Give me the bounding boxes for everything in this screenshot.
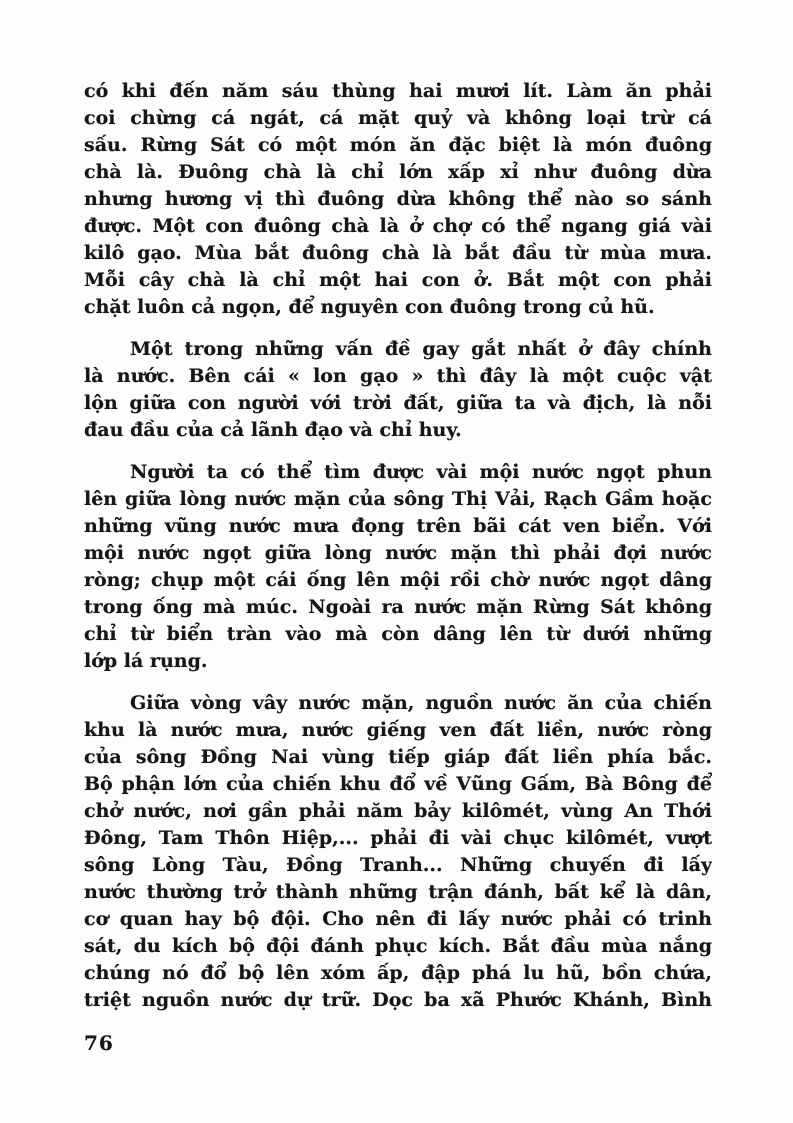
text-line: Bộ phận lớn của chiến khu đổ về Vũng Gấm, Bà Bông để xyxy=(84,773,712,795)
paragraph-1 xyxy=(84,78,712,321)
text-line: lên giữa lòng nước mặn của sông Thị Vải, Rạch Gầm hoặc xyxy=(84,488,712,510)
text-line: sông Lòng Tàu, Đồng Tranh... Những chuyến đi lấy xyxy=(84,854,712,876)
text-line: chúng nó đổ bộ lên xóm ấp, đập phá lu hũ, bồn chứa, xyxy=(84,962,712,984)
text-line: kilô gạo. Mùa bắt đuông chà là bắt đầu từ mùa mưa. xyxy=(84,242,712,264)
text-line: mội nước ngọt giữa lòng nước mặn thì phải đợi nước xyxy=(84,542,712,564)
text-line: ròng; chụp một cái ống lên mội rồi chờ nước ngọt dâng xyxy=(84,569,712,591)
text-line: Mỗi cây chà là chỉ một hai con ở. Bắt một con phải xyxy=(84,269,712,291)
text-line: Giữa vòng vây nước mặn, nguồn nước ăn của chiến xyxy=(130,692,712,714)
text-line: trong ống mà múc. Ngoài ra nước mặn Rừng Sát không xyxy=(84,596,712,618)
text-line: Đông, Tam Thôn Hiệp,... phải đi vài chục kilômét, vượt xyxy=(84,827,712,849)
page-number: 76 xyxy=(84,1031,114,1055)
text-line: nhưng hương vị thì đuông dừa không thể nào so sánh xyxy=(84,188,712,210)
text-line: Người ta có thể tìm được vài mội nước ngọt phun xyxy=(130,461,712,483)
text-line: chặt luôn cả ngọn, để nguyên con đuông trong củ hũ. xyxy=(84,296,655,318)
paragraph-3 xyxy=(84,459,712,675)
text-line: Một trong những vấn đề gay gắt nhất ở đây chính xyxy=(130,338,712,360)
text-line: sát, du kích bộ đội đánh phục kích. Bắt đầu mùa nắng xyxy=(84,935,712,957)
paragraph-4 xyxy=(84,690,712,1014)
text-line: của sông Đồng Nai vùng tiếp giáp đất liền phía bắc. xyxy=(84,746,712,768)
text-line: nước thường trở thành những trận đánh, bất kể là dân, xyxy=(84,881,712,903)
text-line: đau đầu của cả lãnh đạo và chỉ huy. xyxy=(84,419,462,441)
text-line: chở nước, nơi gần phải năm bảy kilômét, vùng An Thới xyxy=(84,800,712,822)
text-line: sấu. Rừng Sát có một món ăn đặc biệt là món đuông xyxy=(84,134,712,156)
text-line: chà là. Đuông chà là chỉ lớn xấp xỉ như đuông dừa xyxy=(84,161,712,183)
text-line: lộn giữa con người với trời đất, giữa ta và địch, là nỗi xyxy=(84,392,712,414)
text-line: là nước. Bên cái « lon gạo » thì đây là một cuộc vật xyxy=(84,365,712,387)
text-line: có khi đến năm sáu thùng hai mươi lít. Làm ăn phải xyxy=(84,80,712,102)
paragraph-2 xyxy=(84,336,712,444)
text-line: những vũng nước mưa đọng trên bãi cát ven biển. Với xyxy=(84,515,712,537)
text-line: được. Một con đuông chà là ở chợ có thể ngang giá vài xyxy=(84,215,712,237)
text-line: coi chừng cá ngát, cá mặt quỷ và không loại trừ cá xyxy=(84,107,712,129)
text-line: khu là nước mưa, nước giếng ven đất liền, nước ròng xyxy=(84,719,712,741)
text-line: triệt nguồn nước dự trữ. Dọc ba xã Phước Khánh, Bình xyxy=(84,989,712,1011)
text-line: cơ quan hay bộ đội. Cho nên đi lấy nước phải có trinh xyxy=(84,908,712,930)
text-line: chỉ từ biển tràn vào mà còn dâng lên từ dưới những xyxy=(84,623,712,645)
text-line: lớp lá rụng. xyxy=(84,650,208,672)
text-block xyxy=(84,78,712,1014)
